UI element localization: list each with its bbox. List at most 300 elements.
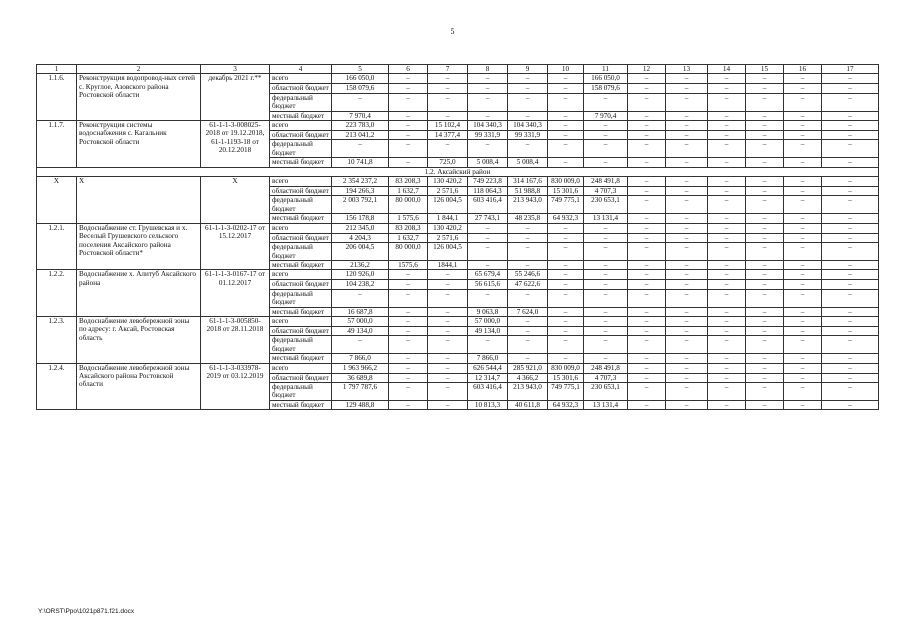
amount-cell: – [628,260,666,269]
amount-cell: – [428,354,468,363]
amount-cell: – [628,84,666,93]
amount-cell: – [428,373,468,382]
amount-cell: – [468,223,508,233]
amount-cell: – [548,233,584,242]
amount-cell: – [746,214,784,223]
section-title: 1.2. Аксайский район [37,167,879,176]
amount-cell: – [628,121,666,131]
amount-cell: – [746,233,784,242]
amount-cell: – [666,158,708,167]
amount-cell: – [784,307,822,316]
amount-cell: 213 943,0 [508,382,548,400]
item-document: 61-1-1-3-008025-2018 от 19.12.2018, 61-1-1193-18 от 20.12.2018 [201,121,270,168]
amount-cell: – [746,373,784,382]
amount-cell: – [746,177,784,187]
amount-cell: – [784,336,822,354]
amount-cell: – [708,280,746,289]
amount-cell: – [428,74,468,84]
amount-cell: 314 167,6 [508,177,548,187]
amount-cell: – [822,121,879,131]
amount-cell: 51 988,8 [508,187,548,196]
amount-cell: – [822,243,879,261]
section-row [37,167,879,176]
amount-cell: – [428,316,468,326]
amount-cell: – [784,177,822,187]
amount-cell: 7 866,0 [332,354,389,363]
amount-cell: 15 301,6 [548,187,584,196]
amount-cell: – [708,111,746,120]
amount-cell: – [708,260,746,269]
amount-cell: – [666,74,708,84]
amount-cell: – [746,93,784,111]
amount-cell: – [666,400,708,409]
amount-cell: 36 689,8 [332,373,389,382]
amount-cell: – [468,74,508,84]
amount-cell: – [508,260,548,269]
amount-cell: – [746,382,784,400]
amount-cell: – [746,400,784,409]
amount-cell: – [428,382,468,400]
amount-cell: – [746,196,784,214]
item-document: 61-1-1-3-005850-2018 от 28.11.2018 [201,316,270,363]
amount-cell: – [468,93,508,111]
funding-source: всего [270,121,332,131]
amount-cell: – [628,316,666,326]
amount-cell: – [389,270,428,280]
amount-cell: 1 844,1 [428,214,468,223]
amount-cell: – [584,140,628,158]
file-path-footer: Y:\ORST\Ppo\1021p871.f21.docx [38,608,135,615]
amount-cell: – [822,214,879,223]
amount-cell: – [584,121,628,131]
amount-cell: – [708,131,746,140]
amount-cell: – [746,363,784,373]
amount-cell: – [666,316,708,326]
amount-cell: – [708,233,746,242]
amount-cell: 83 208,3 [389,223,428,233]
amount-cell: – [784,140,822,158]
amount-cell: – [746,158,784,167]
amount-cell: – [666,214,708,223]
column-number-cell: 8 [468,65,508,74]
amount-cell: 206 004,5 [332,243,389,261]
funding-source: областной бюджет [270,233,332,242]
item-code: 1.1.7. [37,121,77,168]
amount-cell: 15 301,6 [548,373,584,382]
amount-cell: 14 377,4 [428,131,468,140]
amount-cell: – [389,280,428,289]
amount-cell: – [428,111,468,120]
amount-cell: – [822,307,879,316]
amount-cell: 2 354 237,2 [332,177,389,187]
amount-cell: – [666,84,708,93]
amount-cell: – [584,354,628,363]
amount-cell: – [389,400,428,409]
amount-cell: – [548,336,584,354]
amount-cell: – [628,223,666,233]
item-code: Х [37,177,77,224]
page-number: 5 [450,27,455,36]
amount-cell: 7 866,0 [468,354,508,363]
amount-cell: – [628,354,666,363]
amount-cell: 104 238,2 [332,280,389,289]
amount-cell: 830 009,0 [548,363,584,373]
amount-cell: – [389,131,428,140]
amount-cell: 749 775,1 [548,382,584,400]
amount-cell: 80 000,0 [389,243,428,261]
amount-cell: – [508,289,548,307]
amount-cell: – [822,223,879,233]
amount-cell: 64 932,3 [548,214,584,223]
item-code: 1.2.1. [37,223,77,270]
amount-cell: 57 000,0 [332,316,389,326]
amount-cell: – [708,187,746,196]
amount-cell: – [389,93,428,111]
item-name: Водоснабжение ст. Грушевская и х. Веселый Грушевского сельского поселения Аксайского района Ростовской области* [77,223,201,270]
amount-cell: – [708,121,746,131]
amount-cell: – [708,336,746,354]
amount-cell: – [666,289,708,307]
amount-cell: – [389,111,428,120]
table-row [37,223,879,233]
amount-cell: 603 416,4 [468,196,508,214]
amount-cell: 104 340,3 [468,121,508,131]
amount-cell: 213 943,0 [508,196,548,214]
amount-cell: 130 420,2 [428,177,468,187]
amount-cell: – [822,400,879,409]
amount-cell: – [822,84,879,93]
amount-cell: – [468,84,508,93]
amount-cell: – [822,336,879,354]
amount-cell: – [468,140,508,158]
amount-cell: – [784,111,822,120]
amount-cell: – [708,158,746,167]
amount-cell: – [822,196,879,214]
amount-cell: – [548,354,584,363]
amount-cell: – [822,326,879,335]
amount-cell: 230 653,1 [584,196,628,214]
amount-cell: – [548,223,584,233]
amount-cell: – [628,111,666,120]
amount-cell: 248 491,8 [584,363,628,373]
column-number-cell: 12 [628,65,666,74]
amount-cell: – [784,187,822,196]
amount-cell: – [628,270,666,280]
amount-cell: – [746,280,784,289]
funding-source: всего [270,177,332,187]
amount-cell: – [628,177,666,187]
amount-cell: – [332,289,389,307]
amount-cell: 120 926,0 [332,270,389,280]
amount-cell: – [389,363,428,373]
column-number-cell: 4 [270,65,332,74]
amount-cell: – [666,280,708,289]
column-number-cell: 15 [746,65,784,74]
amount-cell: – [708,196,746,214]
amount-cell: – [708,382,746,400]
column-number-cell: 10 [548,65,584,74]
amount-cell: – [746,140,784,158]
amount-cell: 65 679,4 [468,270,508,280]
amount-cell: – [784,74,822,84]
amount-cell: 158 079,6 [584,84,628,93]
amount-cell: 57 000,0 [468,316,508,326]
amount-cell: 80 000,0 [389,196,428,214]
funding-source: местный бюджет [270,158,332,167]
amount-cell: 230 653,1 [584,382,628,400]
amount-cell: 248 491,8 [584,177,628,187]
amount-cell: – [822,373,879,382]
amount-cell: – [508,84,548,93]
amount-cell: – [666,93,708,111]
amount-cell: – [784,121,822,131]
amount-cell: – [746,223,784,233]
amount-cell: 1 632,7 [389,187,428,196]
amount-cell: – [389,74,428,84]
amount-cell: – [784,400,822,409]
amount-cell: – [628,373,666,382]
amount-cell: – [666,243,708,261]
amount-cell: – [708,223,746,233]
amount-cell: – [666,177,708,187]
amount-cell: – [822,354,879,363]
amount-cell: – [628,382,666,400]
amount-cell: – [708,373,746,382]
amount-cell: – [708,214,746,223]
amount-cell: – [822,270,879,280]
amount-cell: – [628,214,666,223]
column-number-cell: 11 [584,65,628,74]
item-name: Водоснабжение левобережной зоны Аксайского района Ростовской области [77,363,201,410]
column-number-row [37,65,879,74]
amount-cell: – [584,316,628,326]
amount-cell: – [428,326,468,335]
funding-source: областной бюджет [270,280,332,289]
amount-cell: – [628,400,666,409]
item-name: Реконструкция водопровод-ных сетей с. Круглое, Азовского района Ростовской области [77,74,201,121]
amount-cell: – [746,111,784,120]
item-document: 61-1-1-3-0202-17 от 15.12.2017 [201,223,270,270]
amount-cell: – [666,270,708,280]
amount-cell: – [548,93,584,111]
amount-cell: – [332,140,389,158]
amount-cell: 1 575,6 [389,214,428,223]
amount-cell: 156 178,8 [332,214,389,223]
amount-cell: 9 063,8 [468,307,508,316]
table-row [37,316,879,326]
amount-cell: 130 420,2 [428,223,468,233]
amount-cell: – [548,270,584,280]
table-row [37,74,879,84]
amount-cell: – [389,373,428,382]
amount-cell: – [822,111,879,120]
amount-cell: 1 797 787,6 [332,382,389,400]
amount-cell: – [666,260,708,269]
amount-cell: 15 102,4 [428,121,468,131]
amount-cell: 4 204,3 [332,233,389,242]
amount-cell: – [628,196,666,214]
amount-cell: – [822,93,879,111]
amount-cell: 5 008,4 [508,158,548,167]
amount-cell: 603 416,4 [468,382,508,400]
item-document: 61-1-1-3-033978-2019 от 03.12.2019 [201,363,270,410]
amount-cell: 5 008,4 [468,158,508,167]
column-number-cell: 9 [508,65,548,74]
amount-cell: – [746,187,784,196]
amount-cell: – [822,74,879,84]
column-number-cell: 6 [389,65,428,74]
item-document: 61-1-1-3-0167-17 от 01.12.2017 [201,270,270,317]
amount-cell: 4 707,3 [584,187,628,196]
amount-cell: – [428,84,468,93]
amount-cell: – [468,260,508,269]
amount-cell: – [822,140,879,158]
amount-cell: – [628,233,666,242]
column-number-cell: 5 [332,65,389,74]
amount-cell: 99 331,9 [468,131,508,140]
amount-cell: – [428,140,468,158]
amount-cell: – [708,84,746,93]
amount-cell: 83 208,3 [389,177,428,187]
amount-cell: 2 003 792,1 [332,196,389,214]
amount-cell: – [666,111,708,120]
amount-cell: 47 622,6 [508,280,548,289]
amount-cell: – [784,363,822,373]
amount-cell: – [389,326,428,335]
amount-cell: 2 571,6 [428,187,468,196]
item-code: 1.1.6. [37,74,77,121]
amount-cell: – [708,177,746,187]
amount-cell: – [428,400,468,409]
amount-cell: – [746,270,784,280]
amount-cell: – [584,336,628,354]
amount-cell: – [584,260,628,269]
amount-cell: 10 813,3 [468,400,508,409]
amount-cell: – [784,131,822,140]
amount-cell: – [784,84,822,93]
amount-cell: – [428,307,468,316]
amount-cell: – [389,158,428,167]
amount-cell: – [746,336,784,354]
amount-cell: – [389,382,428,400]
amount-cell: – [822,233,879,242]
funding-source: федеральный бюджет [270,336,332,354]
amount-cell: – [784,214,822,223]
amount-cell: – [784,223,822,233]
amount-cell: 626 544,4 [468,363,508,373]
amount-cell: – [746,243,784,261]
amount-cell: 10 741,8 [332,158,389,167]
amount-cell: – [666,307,708,316]
amount-cell: – [708,140,746,158]
amount-cell: – [784,270,822,280]
amount-cell: 7 624,0 [508,307,548,316]
amount-cell: – [708,363,746,373]
amount-cell: – [822,280,879,289]
amount-cell: 1 632,7 [389,233,428,242]
amount-cell: – [666,233,708,242]
amount-cell: – [508,233,548,242]
amount-cell: – [822,131,879,140]
amount-cell: – [784,93,822,111]
amount-cell: – [746,121,784,131]
amount-cell: 749 775,1 [548,196,584,214]
amount-cell: – [628,187,666,196]
amount-cell: – [784,158,822,167]
amount-cell: – [784,354,822,363]
funding-source: федеральный бюджет [270,289,332,307]
amount-cell: – [628,363,666,373]
amount-cell: – [822,316,879,326]
amount-cell: – [584,233,628,242]
amount-cell: 48 235,8 [508,214,548,223]
amount-cell: – [508,111,548,120]
amount-cell: 213 041,2 [332,131,389,140]
amount-cell: – [389,316,428,326]
amount-cell: 126 004,5 [428,243,468,261]
column-number-cell: 7 [428,65,468,74]
item-name: Х [77,177,201,224]
column-number-cell: 16 [784,65,822,74]
table-row [37,121,879,131]
amount-cell: – [666,223,708,233]
amount-cell: – [584,131,628,140]
amount-cell: – [389,289,428,307]
table-row [37,177,879,187]
amount-cell: – [468,289,508,307]
amount-cell: – [822,363,879,373]
amount-cell: – [784,260,822,269]
amount-cell: – [548,280,584,289]
amount-cell: – [784,373,822,382]
amount-cell: – [548,121,584,131]
amount-cell: – [708,74,746,84]
amount-cell: – [746,289,784,307]
amount-cell: – [784,196,822,214]
amount-cell: 12 314,7 [468,373,508,382]
amount-cell: – [746,326,784,335]
amount-cell: – [584,326,628,335]
amount-cell: 129 488,8 [332,400,389,409]
amount-cell: – [666,326,708,335]
funding-source: местный бюджет [270,307,332,316]
amount-cell: – [508,93,548,111]
amount-cell: – [822,177,879,187]
amount-cell: – [548,84,584,93]
funding-source: местный бюджет [270,111,332,120]
amount-cell: – [708,289,746,307]
amount-cell: – [508,326,548,335]
amount-cell: 2136,2 [332,260,389,269]
funding-source: федеральный бюджет [270,196,332,214]
amount-cell: – [389,354,428,363]
amount-cell: – [628,307,666,316]
amount-cell: – [822,158,879,167]
amount-cell: – [746,131,784,140]
amount-cell: – [508,140,548,158]
amount-cell: – [584,158,628,167]
amount-cell: 1575,6 [389,260,428,269]
amount-cell: – [332,93,389,111]
amount-cell: – [548,316,584,326]
amount-cell: 4 707,3 [584,373,628,382]
amount-cell: – [708,354,746,363]
amount-cell: 55 246,6 [508,270,548,280]
amount-cell: 4 366,2 [508,373,548,382]
amount-cell: – [389,140,428,158]
item-name: Водоснабжение х. Алитуб Аксайского района [77,270,201,317]
funding-source: областной бюджет [270,326,332,335]
